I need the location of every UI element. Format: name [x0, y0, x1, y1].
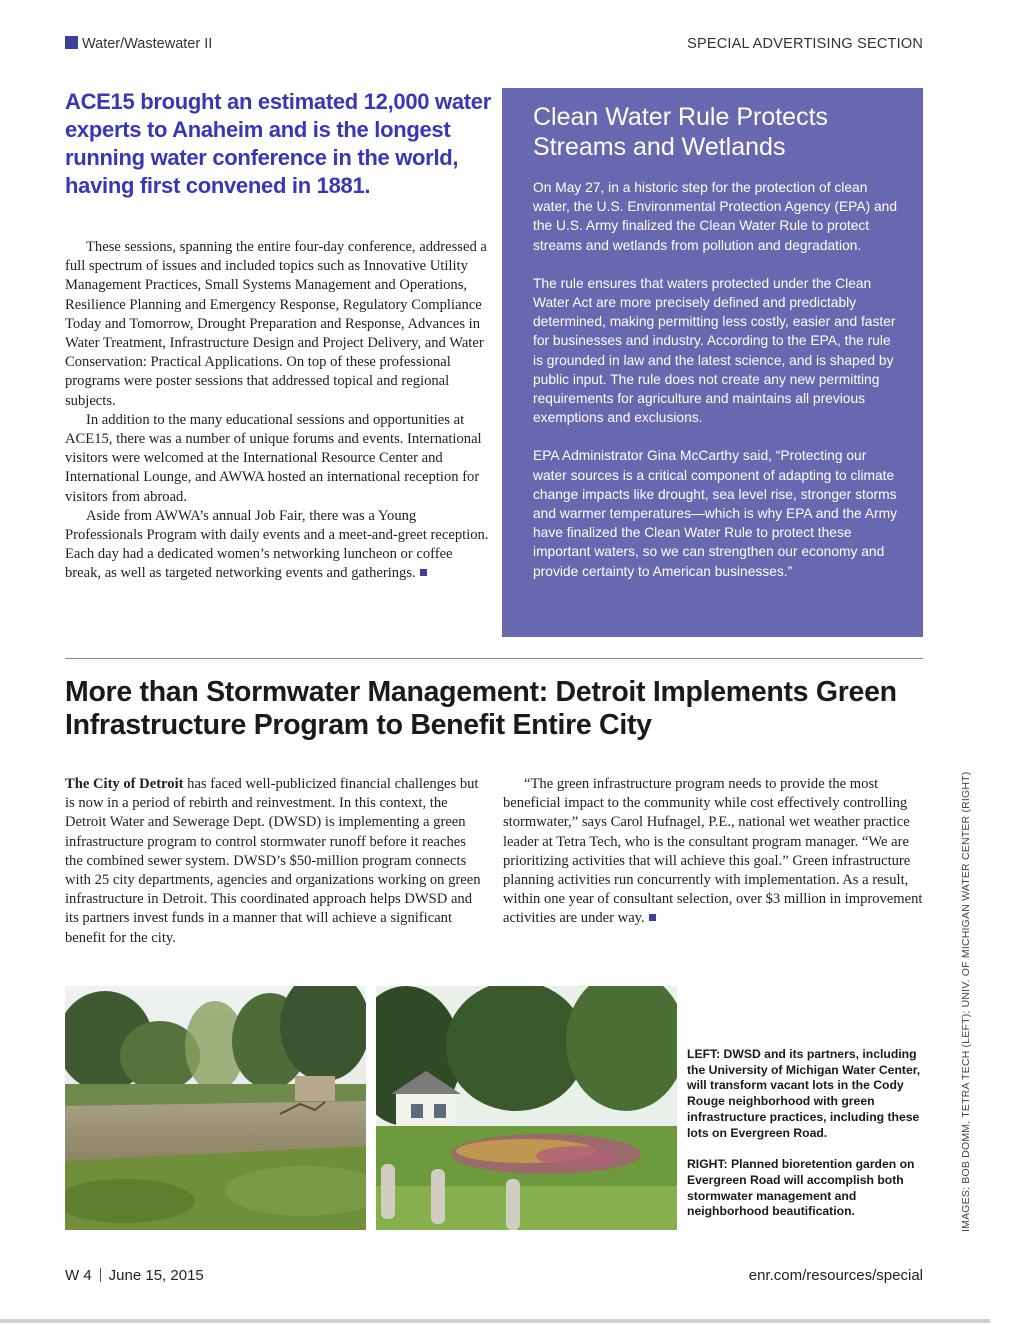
ace-paragraph: These sessions, spanning the entire four-day conference, addressed a full spectrum of issues and included topics such as Innovative Utility Management Practices, Small Systems Management and Operations, Resilience Planning and Emergency Response, Regulatory Compliance Today and Tomorrow, Drought Preparation and Response, Advances in Water Treatment, Infrastructure Design and Project Delivery, and Water Conservation: Practical Applications. On top of these professional programs were poster sessions that addressed topical and regional subjects. [65, 239, 487, 409]
sidebar-title: Clean Water Rule Protects Streams and Wetlands [533, 103, 829, 161]
sidebar-paragraph: On May 27, in a historic step for the protection of clean water, the U.S. Environmental Protection Agency (EPA) and the U.S. Army finalized the Clean Water Rule to protect streams and wetlands from pollution and degradation. [533, 180, 898, 253]
detroit-text: “The green infrastructure program needs to provide the most beneficial impact to the community while cost effectively controlling stormwater,” says Carol Hufnagel, P.E., national wet weather practice leader at Tetra Tech, who is the consultant program manager. “We are prioritizing activities that will achieve this goal.” Green infrastructure planning activities run concurrently with implementation. As a result, within one year of consultant selection, over $3 million in improvement activities are under way. [503, 776, 923, 927]
section-label [65, 36, 212, 52]
section-divider [65, 658, 923, 659]
detroit-paragraph [503, 775, 925, 929]
photo-credit: IMAGES: BOB DOMM, TETRA TECH (LEFT); UNIV. OF MICHIGAN WATER CENTER (RIGHT) [960, 771, 972, 1232]
detroit-column-2 [503, 775, 925, 929]
sidebar-paragraph: EPA Administrator Gina McCarthy said, “Protecting our water sources is a critical component of adapting to climate change impacts like drought, sea level rise, stronger storms and warmer temperatures—which is why EPA and the Army have finalized the Clean Water Rule to protect these important waters, so we can strengthen our economy and provide certainty to American businesses.” [533, 448, 897, 579]
issue-date: June 15, 2015 [108, 1267, 204, 1284]
ace-paragraph-text: Aside from AWWA’s annual Job Fair, there was a Young Professionals Program with daily events and a meet-and-greet reception. Each day had a dedicated women’s networking luncheon or coffee break, as well as targeted networking events and gatherings. [65, 507, 489, 582]
detroit-text: has faced well-publicized financial challenges but is now in a period of rebirth and reinvestment. In this context, the Detroit Water and Sewerage Dept. (DWSD) is implementing a green infrastructure program to control stormwater runoff before it reaches the combined sewer system. DWSD’s $50-million program connects with 25 city departments, agencies and organizations working on green infrastructure in Detroit. This coordinated approach helps DWSD and its partners invest funds in a manner that will achieve a significant benefit for the city. [65, 776, 481, 946]
section-name: Water/Wastewater II [82, 36, 213, 52]
footer-folio [65, 1267, 204, 1284]
sidebar-paragraph: The rule ensures that waters protected under the Clean Water Act are more precisely defined and predictably determined, making permitting less costly, easier and faster for businesses and industry. According to the EPA, the rule is grounded in law and the latest science, and is shaped by public input. The rule does not create any new permitting requirements for agriculture and maintains all previous exemptions and exclusions. [533, 275, 896, 426]
footer-url: enr.com/resources/special [748, 1267, 923, 1284]
end-mark-icon [649, 914, 656, 921]
pull-quote: ACE15 brought an estimated 12,000 water experts to Anaheim and is the longest running water conference in the world, having first convened in 1881. [65, 89, 492, 198]
advertising-label: SPECIAL ADVERTISING SECTION [687, 36, 923, 52]
folio-divider [100, 1268, 101, 1282]
vacant-lot-photo [65, 986, 366, 1230]
detroit-paragraph [65, 775, 485, 948]
ace-article-body [65, 238, 490, 584]
caption-right: RIGHT: Planned bioretention garden on Evergreen Road will accomplish both stormwater management and neighborhood beautification. [687, 1157, 915, 1219]
ace-paragraph [65, 507, 490, 584]
photo-captions [687, 1047, 927, 1236]
bioretention-garden-rendering [376, 986, 677, 1230]
lead-in: The City of Detroit [65, 776, 184, 792]
section-square-icon [65, 36, 78, 49]
page-number: W 4 [65, 1267, 92, 1284]
caption-left: LEFT: DWSD and its partners, including the University of Michigan Water Center, will transform vacant lots in the Cody Rouge neighborhood with green infrastructure practices, including these lots on Evergreen Road. [687, 1047, 921, 1140]
end-mark-icon [420, 569, 427, 576]
detroit-column-1 [65, 775, 485, 948]
article-headline: More than Stormwater Management: Detroit Implements Green Infrastructure Program to Benefit Entire City [65, 676, 897, 741]
page-edge [0, 1319, 990, 1323]
clean-water-sidebar [502, 88, 923, 637]
ace-paragraph: In addition to the many educational sessions and opportunities at ACE15, there was a number of unique forums and events. International visitors were welcomed at the International Resource Center and International Lounge, and AWWA hosted an international reception for visitors from abroad. [65, 411, 482, 505]
